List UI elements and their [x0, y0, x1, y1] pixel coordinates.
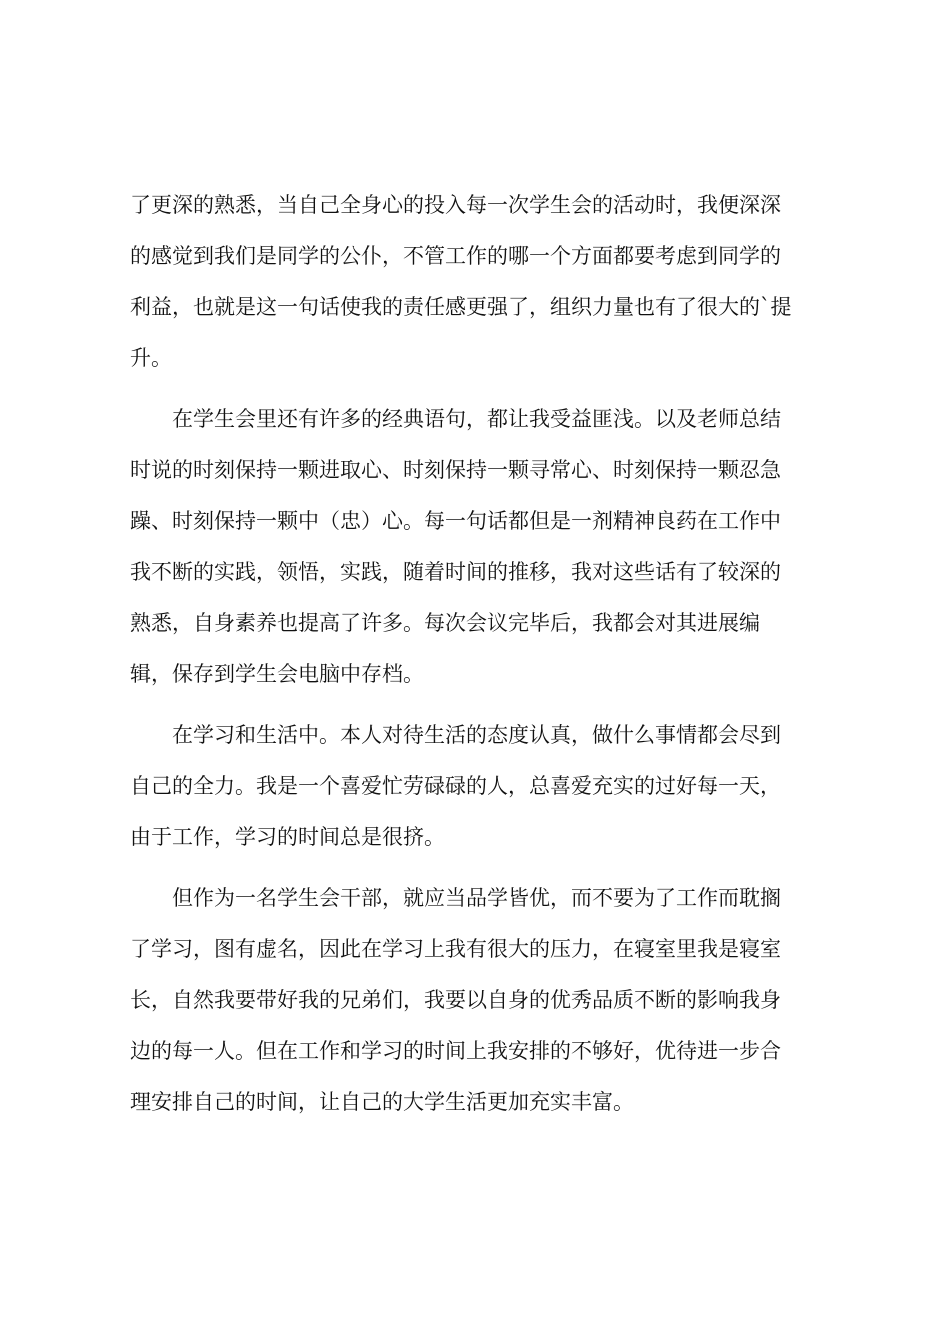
text-line: 辑，保存到学生会电脑中存档。 [130, 662, 424, 686]
text-line: 长，自然我要带好我的兄弟们，我要以自身的优秀品质不断的影响我身 [130, 988, 781, 1012]
text-line: 在学习和生活中。本人对待生活的态度认真，做什么事情都会尽到 [130, 723, 781, 747]
text-line: 边的每一人。但在工作和学习的时间上我安排的不够好，优待进一步合 [130, 1039, 781, 1063]
text-line: 时说的时刻保持一颗进取心、时刻保持一颗寻常心、时刻保持一颗忍急 [130, 458, 781, 482]
text-line: 我不断的实践，领悟，实践，随着时间的推移，我对这些话有了较深的 [130, 560, 781, 584]
paragraph-gap [130, 391, 830, 401]
paragraph-1 [130, 187, 830, 391]
paragraph-gap [130, 707, 830, 717]
text-line: 由于工作，学习的时间总是很挤。 [130, 825, 445, 849]
text-line: 升。 [130, 346, 172, 370]
paragraph-2 [130, 401, 830, 707]
paragraph-gap [130, 870, 830, 880]
text-line: 了更深的熟悉，当自己全身心的投入每一次学生会的活动时，我便深深 [130, 193, 781, 217]
paragraph-4 [130, 880, 830, 1135]
text-line: 在学生会里还有许多的经典语句，都让我受益匪浅。以及老师总结 [130, 407, 781, 431]
document-body [130, 187, 830, 1135]
text-line: 利益，也就是这一句话使我的责任感更强了，组织力量也有了很大的`提 [130, 295, 792, 319]
text-line: 熟悉，自身素养也提高了许多。每次会议完毕后，我都会对其进展编 [130, 611, 760, 635]
text-line: 自己的全力。我是一个喜爱忙劳碌碌的人，总喜爱充实的过好每一天， [130, 774, 781, 798]
text-line: 了学习，图有虚名，因此在学习上我有很大的压力，在寝室里我是寝室 [130, 937, 781, 961]
text-line: 躁、时刻保持一颗中（忠）心。每一句话都但是一剂精神良药在工作中 [130, 509, 781, 533]
text-line: 的感觉到我们是同学的公仆，不管工作的哪一个方面都要考虑到同学的 [130, 244, 781, 268]
paragraph-3 [130, 717, 830, 870]
text-line: 但作为一名学生会干部，就应当品学皆优，而不要为了工作而耽搁 [130, 886, 781, 910]
text-line: 理安排自己的时间，让自己的大学生活更加充实丰富。 [130, 1090, 634, 1114]
